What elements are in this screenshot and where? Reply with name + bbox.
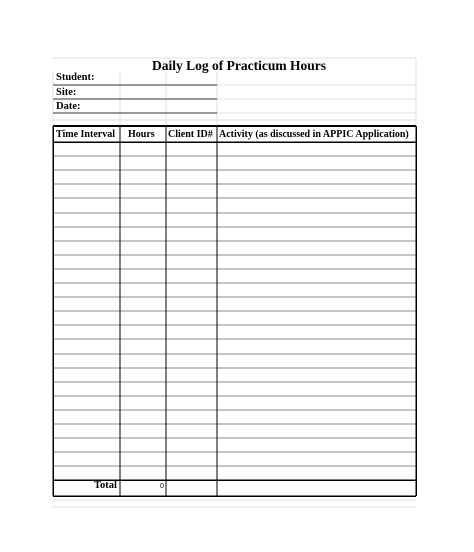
total-hours-value: 0 <box>160 483 164 490</box>
col-header-hours: Hours <box>128 129 155 140</box>
col-header-time-interval: Time Interval <box>56 129 115 140</box>
col-header-client-id: Client ID# <box>168 129 213 140</box>
col-header-activity: Activity (as discussed in APPIC Application) <box>219 129 409 140</box>
site-label: Site: <box>56 87 77 98</box>
student-label: Student: <box>56 72 95 83</box>
total-label: Total <box>94 480 117 491</box>
page-title: Daily Log of Practicum Hours <box>152 58 326 73</box>
date-label: Date: <box>56 101 81 112</box>
